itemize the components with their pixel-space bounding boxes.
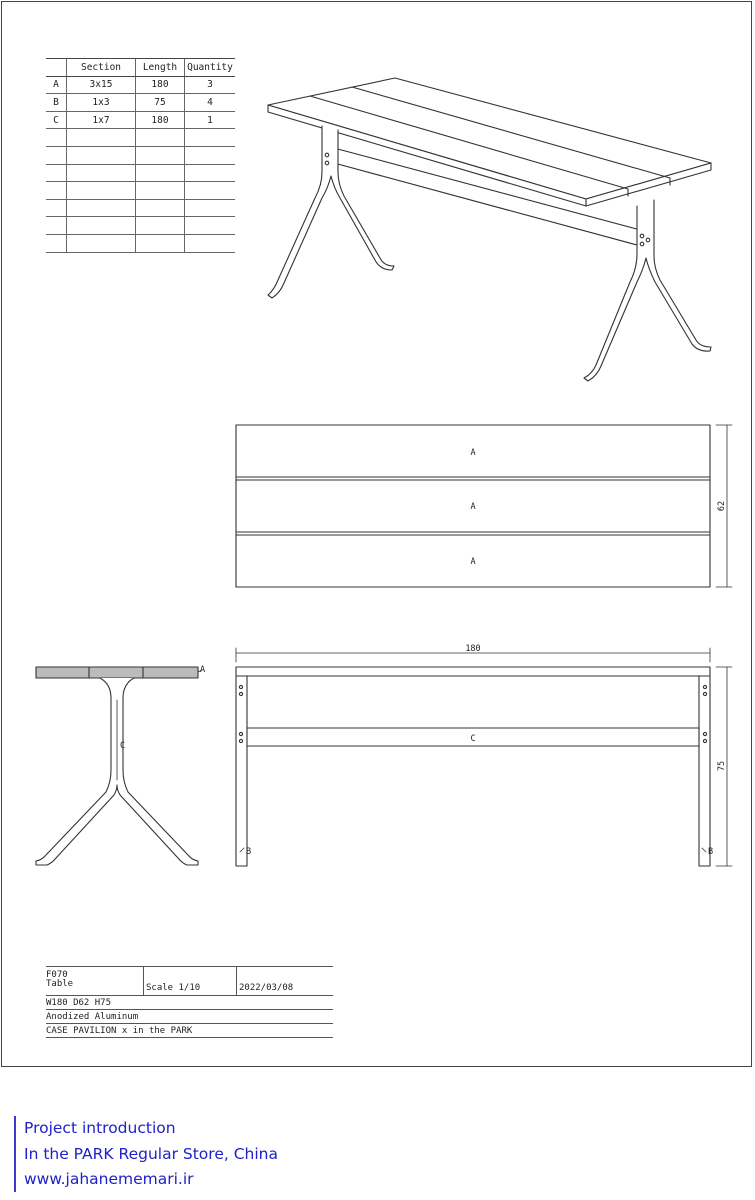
leg-label: B xyxy=(246,847,252,857)
front-view-leg-right xyxy=(699,676,710,866)
drawing-date: 2022/03/08 xyxy=(239,983,294,993)
table-cell: 75 xyxy=(136,94,185,112)
caption-line: In the PARK Regular Store, China xyxy=(24,1144,278,1163)
title-block-divider xyxy=(143,967,144,996)
side-view-tabletop xyxy=(36,667,198,678)
front-view-tabletop xyxy=(236,667,710,676)
table-cell: 1x7 xyxy=(67,111,136,129)
overall-dimensions: W180 D62 H75 xyxy=(46,996,333,1010)
depth-dimension-label: 62 xyxy=(717,500,727,512)
table-cell: 180 xyxy=(136,111,185,129)
product-name: Table xyxy=(46,979,74,989)
material: Anodized Aluminum xyxy=(46,1010,333,1024)
header-cell: Length xyxy=(136,59,185,77)
title-block-divider xyxy=(236,967,237,996)
front-view-leg-left xyxy=(236,676,247,866)
leg-label: B xyxy=(708,847,714,857)
table-cell: 3x15 xyxy=(67,76,136,94)
height-dimension-label: 75 xyxy=(717,760,727,772)
project-name: CASE PAVILION x in the PARK xyxy=(46,1024,333,1038)
product-code: F070 xyxy=(46,970,68,980)
table-cell: C xyxy=(46,111,67,129)
drawing-scale: Scale 1/10 xyxy=(146,983,201,993)
table-cell: 3 xyxy=(185,76,236,94)
table-cell: 1x3 xyxy=(67,94,136,112)
header-cell: Quantity xyxy=(185,59,236,77)
table-cell: A xyxy=(46,76,67,94)
side-view xyxy=(36,667,202,865)
caption-link[interactable]: www.jahanememari.ir xyxy=(24,1170,194,1188)
table-cell: 1 xyxy=(185,111,236,129)
title-block-header-row xyxy=(46,966,333,996)
header-cell: Section xyxy=(67,59,136,77)
perspective-view xyxy=(268,78,711,381)
table-cell: B xyxy=(46,94,67,112)
top-view xyxy=(236,425,732,587)
side-top-label: A xyxy=(200,665,206,675)
title-block-product xyxy=(46,971,141,989)
stretcher-label: C xyxy=(470,734,476,744)
width-dimension-label: 180 xyxy=(465,644,481,654)
table-cell: 4 xyxy=(185,94,236,112)
caption-line: Project introduction xyxy=(24,1119,176,1137)
plank-label: A xyxy=(470,502,476,512)
table-cell: 180 xyxy=(136,76,185,94)
front-view xyxy=(236,648,732,866)
perspective-leg-left xyxy=(268,126,394,298)
caption-block xyxy=(14,1116,278,1192)
title-block xyxy=(46,966,333,1038)
side-stretcher-label: C xyxy=(120,741,126,751)
plank-label: A xyxy=(470,448,476,458)
plank-label: A xyxy=(470,557,476,567)
